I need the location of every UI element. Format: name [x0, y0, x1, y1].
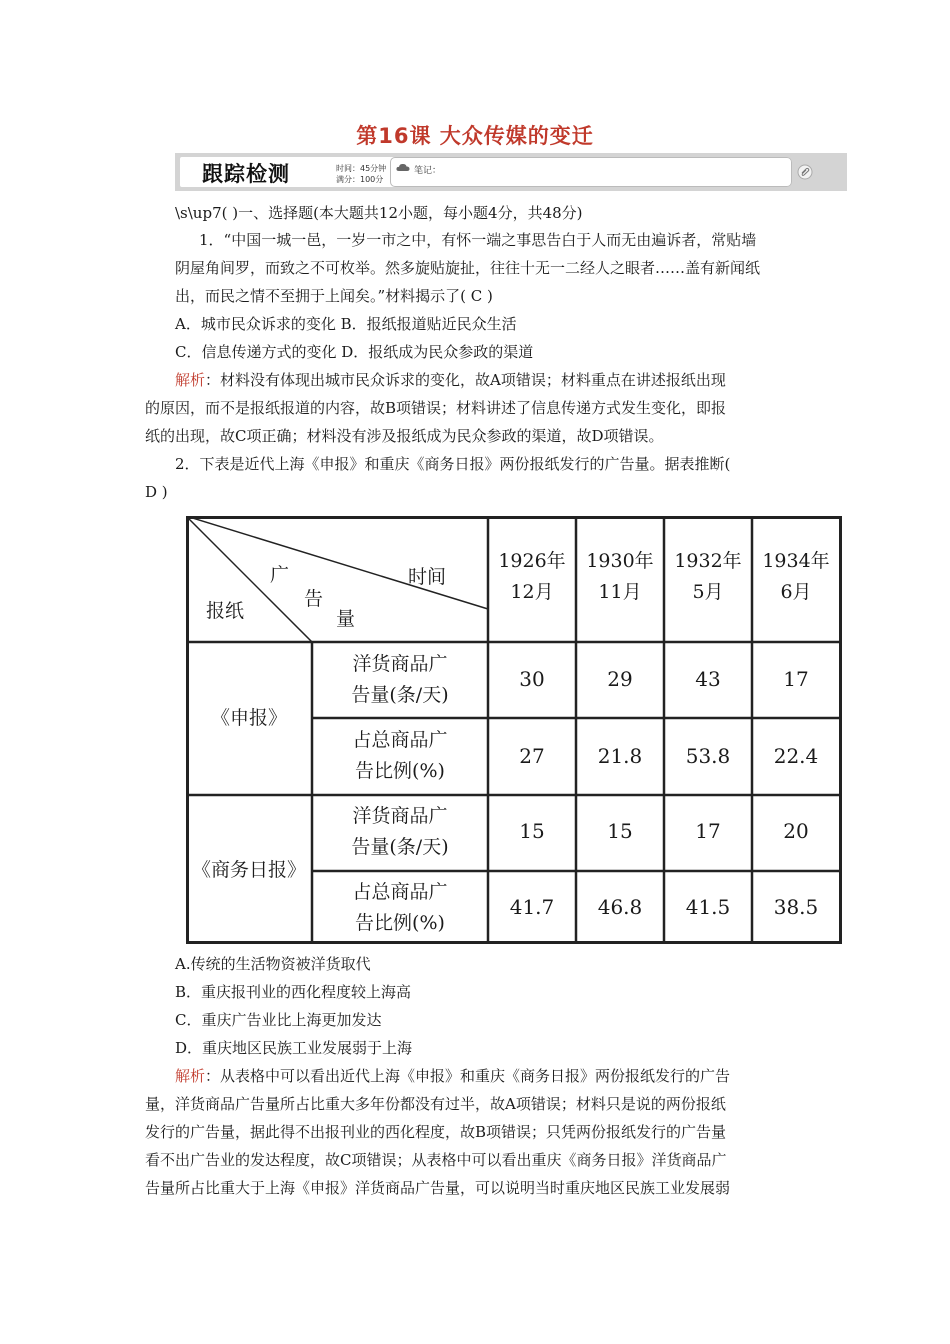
column-month: 11月	[598, 581, 642, 603]
column-month: 6月	[780, 581, 812, 603]
corner-label-guang: 广	[270, 564, 290, 586]
q2-analysis-line-1	[175, 1066, 730, 1086]
analysis-label: 解析	[175, 1067, 206, 1085]
score-label: 满分：100分	[336, 175, 384, 184]
row-label-line: 占总商品广	[352, 729, 448, 751]
q2-analysis-line-3: 发行的广告量，据此得不出报刊业的西化程度，故B项错误；只凭两份报纸发行的广告量	[145, 1123, 727, 1141]
column-year: 1934年	[762, 550, 830, 572]
row-label	[312, 877, 488, 939]
row-label	[312, 801, 488, 863]
group-name-shenbao: 《申报》	[210, 707, 287, 729]
table-cell: 41.7	[509, 895, 555, 919]
time-score-info	[336, 163, 386, 185]
cloud-icon	[396, 163, 410, 172]
row-label-line: 告量(条/天)	[351, 684, 449, 706]
q1-option-line-1: A．城市民众诉求的变化 B．报纸报道贴近民众生活	[175, 315, 517, 333]
section-header: \s\up7( )一、选择题(本大题共12小题，每小题4分，共48分)	[175, 204, 583, 222]
table-cell: 46.8	[597, 895, 643, 919]
row-label-line: 告量(条/天)	[351, 836, 449, 858]
table-cell: 15	[519, 819, 545, 843]
table-cell: 41.5	[685, 895, 731, 919]
advertising-table	[186, 516, 842, 944]
analysis-text: ：材料没有体现出城市民众诉求的变化，故A项错误；材料重点在讲述报纸出现	[205, 371, 726, 389]
group-name-shangwu: 《商务日报》	[191, 859, 306, 881]
table-cell: 53.8	[685, 744, 731, 768]
table-cell: 17	[783, 667, 809, 691]
page-title: 第16课 大众传媒的变迁	[356, 124, 594, 148]
column-header	[576, 546, 664, 608]
q1-analysis-line-2: 的原因，而不是报纸报道的内容，故B项错误；材料讲述了信息传递方式发生变化，即报	[145, 399, 727, 417]
table-cell: 43	[695, 667, 721, 691]
banner-heading: 跟踪检测	[202, 162, 290, 186]
table-cell: 21.8	[597, 744, 643, 768]
row-label-line: 洋货商品广	[352, 805, 448, 827]
table-cell: 27	[519, 744, 545, 768]
row-label-line: 告比例(%)	[355, 760, 445, 782]
corner-label-gao: 告	[304, 588, 324, 610]
paperclip-icon	[797, 164, 813, 180]
row-label-line: 告比例(%)	[355, 912, 445, 934]
column-header	[752, 546, 840, 608]
notes-label: 笔记：	[414, 166, 442, 176]
table-cell: 15	[607, 819, 633, 843]
q2-stem-line-2: D )	[145, 483, 168, 501]
table-cell: 30	[519, 667, 545, 691]
q1-stem-line-1: 1．“中国一城一邑，一岁一市之中，有怀一端之事思告白于人而无由遍诉者，常贴墙	[199, 231, 757, 249]
row-label	[312, 725, 488, 787]
q2-option-c: C．重庆广告业比上海更加发达	[175, 1011, 382, 1029]
column-month: 5月	[692, 581, 724, 603]
row-label	[312, 649, 488, 711]
notes-field[interactable]	[390, 157, 792, 187]
column-year: 1932年	[674, 550, 742, 572]
column-year: 1930年	[586, 550, 654, 572]
table-cell: 17	[695, 819, 721, 843]
row-label-line: 洋货商品广	[352, 653, 448, 675]
table-cell: 20	[783, 819, 809, 843]
q2-analysis-line-4: 看不出广告业的发达程度，故C项错误；从表格中可以看出重庆《商务日报》洋货商品广	[145, 1151, 727, 1169]
analysis-label: 解析	[175, 371, 206, 389]
q1-option-line-2: C．信息传递方式的变化 D．报纸成为民众参政的渠道	[175, 343, 534, 361]
time-label: 时间：45分钟	[336, 164, 387, 173]
column-header	[664, 546, 752, 608]
q1-stem-line-2: 阴屋角间罗，而致之不可枚举。然多旋贴旋扯，往往十无一二经人之眼者……盖有新闻纸	[175, 259, 761, 277]
tracking-test-banner	[175, 153, 847, 191]
column-year: 1926年	[498, 550, 566, 572]
q2-analysis-line-5: 告量所占比重大于上海《申报》洋货商品广告量，可以说明当时重庆地区民族工业发展弱	[145, 1179, 731, 1197]
table-cell: 38.5	[773, 895, 819, 919]
table-cell: 29	[607, 667, 633, 691]
q2-option-d: D．重庆地区民族工业发展弱于上海	[175, 1039, 413, 1057]
q2-analysis-line-2: 量，洋货商品广告量所占比重大多年份都没有过半，故A项错误；材料只是说的两份报纸	[145, 1095, 726, 1113]
q2-stem-line-1: 2．下表是近代上海《申报》和重庆《商务日报》两份报纸发行的广告量。据表推断(	[175, 455, 731, 473]
q2-option-a: A.传统的生活物资被洋货取代	[175, 955, 371, 973]
column-month: 12月	[510, 581, 554, 603]
column-header	[488, 546, 576, 608]
corner-label-newspaper: 报纸	[206, 600, 245, 622]
q1-analysis-line-3: 纸的出现，故C项正确；材料没有涉及报纸成为民众参政的渠道，故D项错误。	[145, 427, 664, 445]
row-label-line: 占总商品广	[352, 881, 448, 903]
corner-label-liang: 量	[336, 608, 356, 630]
q2-option-b: B．重庆报刊业的西化程度较上海高	[175, 983, 412, 1001]
corner-label-time: 时间	[408, 566, 447, 588]
q1-analysis-line-1	[175, 370, 726, 390]
table-cell: 22.4	[773, 744, 819, 768]
q1-stem-line-3: 出，而民之情不至拥于上闻矣。”材料揭示了( C )	[175, 287, 493, 305]
analysis-text: ：从表格中可以看出近代上海《申报》和重庆《商务日报》两份报纸发行的广告	[205, 1067, 731, 1085]
